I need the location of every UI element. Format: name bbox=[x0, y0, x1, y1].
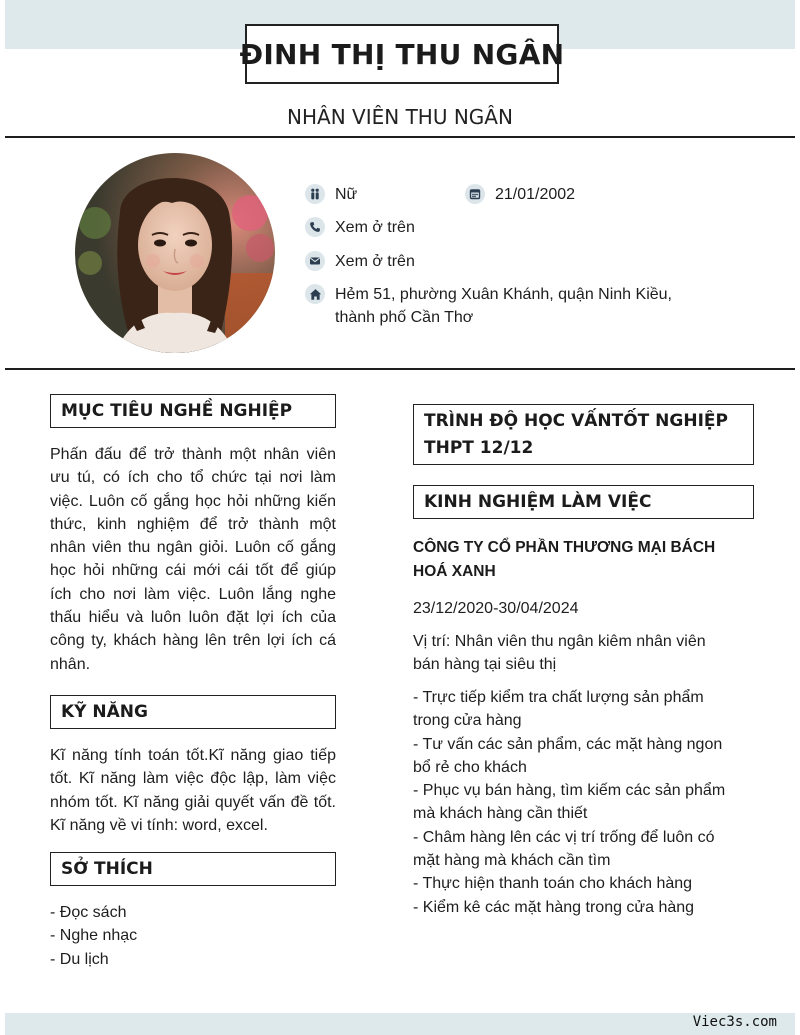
experience-heading bbox=[413, 485, 754, 519]
list-item: - Châm hàng lên các vị trí trống để luôn có mặt hàng mà khách cần tìm bbox=[413, 828, 715, 870]
skills-title: KỸ NĂNG bbox=[61, 701, 148, 722]
avatar bbox=[75, 153, 275, 353]
objective-heading bbox=[50, 394, 336, 428]
bottom-band bbox=[5, 1013, 795, 1035]
hobbies-heading bbox=[50, 852, 336, 886]
info-address bbox=[305, 283, 675, 329]
candidate-name: ĐINH THỊ THU NGÂN bbox=[239, 37, 565, 71]
avatar-portrait-image bbox=[75, 153, 275, 353]
email-value: Xem ở trên bbox=[335, 253, 415, 270]
watermark: Viec3s.com bbox=[692, 1014, 777, 1030]
hobbies-list bbox=[50, 901, 336, 971]
phone-icon bbox=[305, 217, 325, 237]
list-item: - Thực hiện thanh toán cho khách hàng bbox=[413, 875, 693, 893]
list-item: - Nghe nhạc bbox=[50, 927, 138, 945]
list-item: - Phục vụ bán hàng, tìm kiếm các sản phẩm mà khách hàng cần thiết bbox=[413, 782, 726, 823]
job-title: NHÂN VIÊN THU NGÂN bbox=[287, 105, 513, 129]
calendar-icon bbox=[465, 184, 485, 204]
info-email bbox=[305, 250, 415, 273]
birthdate-value: 21/01/2002 bbox=[495, 186, 576, 203]
info-phone bbox=[305, 216, 415, 239]
address-value: Hẻm 51, phường Xuân Khánh, quận Ninh Kiều, thành phố Cần Thơ bbox=[335, 286, 672, 326]
list-item: - Tư vấn các sản phẩm, các mặt hàng ngon bổ rẻ cho khách bbox=[413, 735, 723, 776]
hobbies-title: SỞ THÍCH bbox=[61, 858, 153, 879]
work-position: Vị trí: Nhân viên thu ngân kiêm nhân viên bán hàng tại siêu thị bbox=[413, 633, 706, 674]
education-heading bbox=[413, 404, 754, 465]
work-period: 23/12/2020-30/04/2024 bbox=[413, 600, 579, 617]
phone-value: Xem ở trên bbox=[335, 219, 415, 236]
list-item: - Trực tiếp kiểm tra chất lượng sản phẩm trong cửa hàng bbox=[413, 689, 704, 730]
education-title: TRÌNH ĐỘ HỌC VẤNTỐT NGHIỆP THPT 12/12 bbox=[424, 410, 728, 458]
objective-title: MỤC TIÊU NGHỀ NGHIỆP bbox=[61, 400, 293, 421]
divider-middle bbox=[5, 368, 795, 370]
company-name: CÔNG TY CỔ PHẦN THƯƠNG MẠI BÁCH HOÁ XANH bbox=[413, 539, 716, 580]
duties-list bbox=[413, 686, 743, 919]
experience-title: KINH NGHIỆM LÀM VIỆC bbox=[424, 491, 652, 512]
info-gender bbox=[305, 183, 357, 206]
people-icon bbox=[305, 184, 325, 204]
skills-text: Kĩ năng tính toán tốt.Kĩ năng giao tiếp tốt. Kĩ năng làm việc độc lập, làm việc nhóm tốt. Kĩ năng giải quyết vấn đề tốt. Kĩ năng về vi tính: word, excel. bbox=[50, 747, 336, 834]
home-icon bbox=[305, 284, 325, 304]
envelope-icon bbox=[305, 251, 325, 271]
info-birthdate bbox=[465, 183, 575, 206]
name-box bbox=[239, 24, 565, 84]
list-item: - Du lịch bbox=[50, 950, 109, 968]
skills-heading bbox=[50, 695, 336, 729]
list-item: - Đọc sách bbox=[50, 904, 127, 921]
list-item: - Kiểm kê các mặt hàng trong cửa hàng bbox=[413, 898, 695, 916]
gender-value: Nữ bbox=[335, 186, 358, 203]
divider-top bbox=[5, 136, 795, 138]
objective-text: Phấn đấu để trở thành một nhân viên ưu tú, có ích cho tổ chức tại nơi làm việc. Luôn cố gắng học hỏi những kiến thức, kinh nghiệm để trở thành một nhân viên thu ngân giỏi. Luôn cố gắng học hỏi những cái mới cái tốt để giúp ích cho nơi làm việc. Luôn lắng nghe thấu hiểu và luôn luôn đặt lợi ích của công ty, khách hàng lên trên lợi ích cá nhân. bbox=[50, 446, 336, 673]
